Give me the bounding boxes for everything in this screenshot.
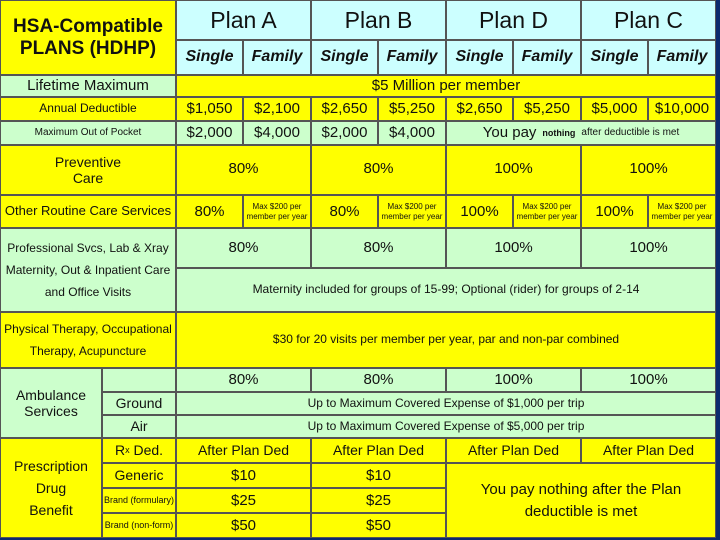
ambulance-ground-value: Up to Maximum Covered Expense of $1,000 per trip — [176, 392, 716, 415]
professional-line2: Maternity, Out & Inpatient Care — [5, 263, 171, 277]
ambulance-air-label: Air — [102, 415, 176, 438]
routine-d-pct: 100% — [446, 195, 513, 228]
oop-a-family: $4,000 — [243, 121, 311, 145]
preventive-c: 100% — [581, 145, 716, 195]
rx-brand-nonform-b: $50 — [311, 513, 446, 538]
preventive-a: 80% — [176, 145, 311, 195]
title-line1: HSA-Compatible — [13, 15, 163, 37]
routine-d-max-line2: member per year — [516, 211, 578, 221]
plan-b-label: Plan B — [344, 6, 413, 33]
physical-therapy-label — [0, 312, 176, 368]
rx-generic-b: $10 — [311, 463, 446, 488]
prescription-label — [0, 438, 102, 538]
rx-dc-note-line1: You pay nothing after the Plan — [480, 480, 682, 498]
routine-a-pct: 80% — [176, 195, 243, 228]
ambulance-c: 100% — [581, 368, 716, 392]
deductible-c-family: $10,000 — [648, 97, 716, 121]
oop-dc-note — [446, 121, 716, 145]
routine-a-max-line1: Max $200 per — [252, 202, 302, 212]
routine-a-max-line2: member per year — [246, 211, 308, 221]
professional-line3: and Office Visits — [44, 285, 132, 299]
rx-ded-r: R — [114, 442, 126, 459]
max-oop-label: Maximum Out of Pocket — [0, 121, 176, 145]
ambulance-blank — [102, 368, 176, 392]
rx-line2: Drug — [35, 480, 67, 496]
deductible-d-family: $5,250 — [513, 97, 581, 121]
routine-c-max-line1: Max $200 per — [657, 202, 707, 212]
lifetime-max-label: Lifetime Maximum — [0, 75, 176, 97]
rx-dc-note — [446, 463, 716, 538]
therapy-line2: Therapy, Acupuncture — [29, 344, 147, 358]
routine-d-max — [513, 195, 581, 228]
deductible-a-family: $2,100 — [243, 97, 311, 121]
table-title — [0, 0, 176, 75]
routine-care-label: Other Routine Care Services — [0, 195, 176, 228]
plan-a-label: Plan A — [210, 6, 277, 33]
rx-ded-rest: Ded. — [129, 442, 164, 459]
plan-d-single-header: Single — [446, 40, 513, 75]
routine-b-max — [378, 195, 446, 228]
routine-c-pct: 100% — [581, 195, 648, 228]
routine-b-pct: 80% — [311, 195, 378, 228]
professional-d: 100% — [446, 228, 581, 268]
rx-brand-nonform-a: $50 — [176, 513, 311, 538]
professional-c: 100% — [581, 228, 716, 268]
preventive-care-label — [0, 145, 176, 195]
rx-ded-d: After Plan Ded — [446, 438, 581, 463]
ambulance-line1: Ambulance — [15, 386, 87, 403]
preventive-line2: Care — [72, 170, 104, 186]
rx-ded-a: After Plan Ded — [176, 438, 311, 463]
rx-line3: Benefit — [29, 502, 73, 518]
routine-c-max-line2: member per year — [651, 211, 713, 221]
plan-c-single-header: Single — [581, 40, 648, 75]
plan-d-label: Plan D — [478, 6, 549, 33]
oop-you-pay: You pay — [482, 124, 537, 142]
plan-b-header — [311, 0, 446, 40]
rx-brand-formulary-label: Brand (formulary) — [102, 488, 176, 513]
rx-ded-x: x — [125, 445, 130, 456]
rx-brand-formulary-b: $25 — [311, 488, 446, 513]
oop-b-family: $4,000 — [378, 121, 446, 145]
ambulance-air-value: Up to Maximum Covered Expense of $5,000 per trip — [176, 415, 716, 438]
routine-c-max — [648, 195, 716, 228]
preventive-line1: Preventive — [54, 153, 122, 170]
routine-b-max-line1: Max $200 per — [387, 202, 437, 212]
physical-therapy-value: $30 for 20 visits per member per year, par and non-par combined — [176, 312, 716, 368]
plan-c-label: Plan C — [613, 6, 684, 33]
routine-b-max-line2: member per year — [381, 211, 443, 221]
oop-b-single: $2,000 — [311, 121, 378, 145]
rx-generic-label: Generic — [102, 463, 176, 488]
plan-c-header — [581, 0, 716, 40]
plan-a-family-header: Family — [243, 40, 311, 75]
annual-deductible-label: Annual Deductible — [0, 97, 176, 121]
ambulance-a: 80% — [176, 368, 311, 392]
lifetime-max-value: $5 Million per member — [176, 75, 716, 97]
plan-b-single-header: Single — [311, 40, 378, 75]
title-line2: PLANS (HDHP) — [19, 37, 157, 59]
professional-a: 80% — [176, 228, 311, 268]
oop-nothing: nothing — [542, 127, 576, 138]
rx-ded-label — [102, 438, 176, 463]
ambulance-line2: Services — [24, 403, 78, 419]
deductible-b-family: $5,250 — [378, 97, 446, 121]
professional-svcs-label — [0, 228, 176, 312]
plan-a-header — [176, 0, 311, 40]
plan-d-family-header: Family — [513, 40, 581, 75]
routine-a-max — [243, 195, 311, 228]
rx-brand-nonform-label: Brand (non-form) — [102, 513, 176, 538]
plan-b-family-header: Family — [378, 40, 446, 75]
rx-dc-note-line2: deductible is met — [524, 502, 638, 520]
therapy-line1: Physical Therapy, Occupational — [4, 322, 172, 336]
preventive-d: 100% — [446, 145, 581, 195]
maternity-note: Maternity included for groups of 15-99; Optional (rider) for groups of 2-14 — [176, 268, 716, 312]
rx-line1: Prescription — [14, 458, 88, 474]
deductible-a-single: $1,050 — [176, 97, 243, 121]
preventive-b: 80% — [311, 145, 446, 195]
ambulance-ground-label: Ground — [102, 392, 176, 415]
ambulance-d: 100% — [446, 368, 581, 392]
rx-generic-a: $10 — [176, 463, 311, 488]
oop-a-single: $2,000 — [176, 121, 243, 145]
ambulance-b: 80% — [311, 368, 446, 392]
plan-c-family-header: Family — [648, 40, 716, 75]
rx-ded-b: After Plan Ded — [311, 438, 446, 463]
rx-ded-c: After Plan Ded — [581, 438, 716, 463]
routine-d-max-line1: Max $200 per — [522, 202, 572, 212]
plan-a-single-header: Single — [176, 40, 243, 75]
deductible-c-single: $5,000 — [581, 97, 648, 121]
plan-d-header — [446, 0, 581, 40]
rx-brand-formulary-a: $25 — [176, 488, 311, 513]
professional-b: 80% — [311, 228, 446, 268]
deductible-b-single: $2,650 — [311, 97, 378, 121]
professional-line1: Professional Svcs, Lab & Xray — [7, 241, 169, 255]
oop-after: after deductible is met — [581, 127, 680, 139]
ambulance-label — [0, 368, 102, 438]
deductible-d-single: $2,650 — [446, 97, 513, 121]
